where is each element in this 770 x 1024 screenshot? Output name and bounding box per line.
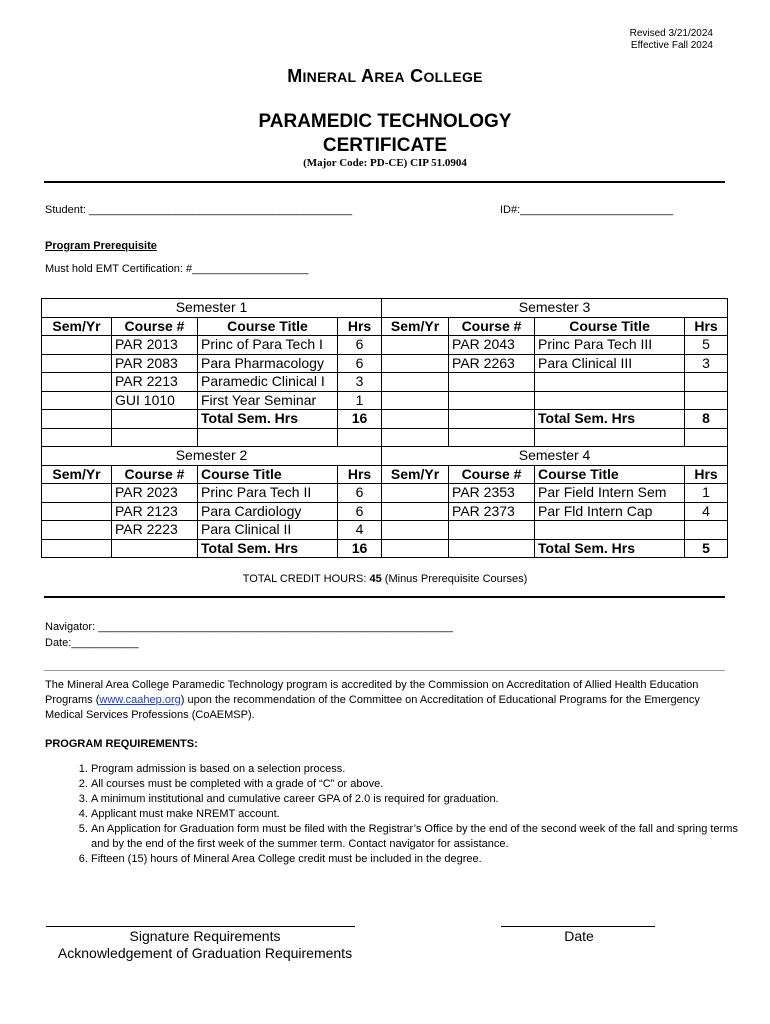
navigator-field[interactable]: Navigator: __________________________________________________________ xyxy=(45,621,454,633)
total-sem-hrs-label: Total Sem. Hrs xyxy=(535,539,685,558)
column-header-course: Course # xyxy=(112,465,198,484)
signature-labels xyxy=(40,928,370,962)
requirement-item: 6. Fifteen (15) hours of Mineral Area College credit must be included in the degree. xyxy=(91,852,753,867)
page-title xyxy=(0,110,770,158)
date-line[interactable] xyxy=(501,926,655,927)
course-title-cell: Para Pharmacology xyxy=(198,354,338,373)
empty-cell xyxy=(198,428,338,447)
course-number-cell xyxy=(449,391,535,410)
total-sem-hrs-label: Total Sem. Hrs xyxy=(198,410,338,429)
title-line-2: CERTIFICATE xyxy=(322,135,448,156)
total-sem-hrs-value: 16 xyxy=(338,410,382,429)
course-hours-cell xyxy=(685,373,728,392)
id-field[interactable]: ID#:_________________________ xyxy=(500,204,674,216)
course-hours-cell: 1 xyxy=(685,484,728,503)
course-hours-cell xyxy=(685,391,728,410)
course-hours-cell: 6 xyxy=(338,484,382,503)
semester-heading: Semester 1 xyxy=(42,299,382,318)
signature-line[interactable] xyxy=(46,926,355,927)
caahep-link[interactable]: www.caahep.org xyxy=(99,694,181,706)
course-title-cell: First Year Seminar xyxy=(198,391,338,410)
empty-cell xyxy=(42,428,112,447)
course-hours-cell: 6 xyxy=(338,354,382,373)
column-header-title: Course Title xyxy=(198,465,338,484)
header-divider xyxy=(44,181,725,183)
navigator-date-field[interactable]: Date:___________ xyxy=(45,637,139,649)
empty-cell xyxy=(449,428,535,447)
course-number-cell xyxy=(449,521,535,540)
course-hours-cell: 1 xyxy=(338,391,382,410)
semester-heading: Semester 2 xyxy=(42,447,382,466)
course-title-cell xyxy=(535,391,685,410)
column-header-semyr: Sem/Yr xyxy=(382,317,449,336)
semyr-cell xyxy=(382,373,449,392)
requirement-item: 3. A minimum institutional and cumulative career GPA of 2.0 is required for graduation. xyxy=(91,792,753,807)
column-header-semyr: Sem/Yr xyxy=(382,465,449,484)
course-number-cell: PAR 2223 xyxy=(112,521,198,540)
total-credit-note: (Minus Prerequisite Courses) xyxy=(384,573,528,585)
course-title-cell xyxy=(535,373,685,392)
semyr-cell xyxy=(42,502,112,521)
total-sem-hrs-value: 5 xyxy=(685,539,728,558)
total-sem-hrs-value: 16 xyxy=(338,539,382,558)
course-number-cell xyxy=(449,373,535,392)
course-hours-cell xyxy=(685,521,728,540)
accreditation-part-2: ) upon the recommendation of the Committee on Accreditation of Educational Programs for the Emergency Medical Services Professions (CoAEMSP). xyxy=(45,694,700,721)
total-sem-hrs-value: 8 xyxy=(685,410,728,429)
column-header-title: Course Title xyxy=(535,317,685,336)
semester-heading: Semester 3 xyxy=(382,299,728,318)
semyr-cell xyxy=(42,410,112,429)
course-number-cell: PAR 2013 xyxy=(112,336,198,355)
column-header-semyr: Sem/Yr xyxy=(42,465,112,484)
course-hours-cell: 3 xyxy=(685,354,728,373)
semester-heading: Semester 4 xyxy=(382,447,728,466)
major-code: (Major Code: PD-CE) CIP 51.0904 xyxy=(303,157,467,169)
column-header-semyr: Sem/Yr xyxy=(42,317,112,336)
empty-cell xyxy=(382,428,449,447)
requirement-item: 1. Program admission is based on a selection process. xyxy=(91,762,753,777)
semyr-cell xyxy=(382,484,449,503)
requirements-list xyxy=(55,762,753,867)
course-title-cell: Para Clinical II xyxy=(198,521,338,540)
navigator-block xyxy=(45,619,453,651)
semyr-cell xyxy=(42,391,112,410)
course-number-cell: PAR 2213 xyxy=(112,373,198,392)
empty-cell xyxy=(338,428,382,447)
column-header-course: Course # xyxy=(112,317,198,336)
accreditation-part-1: The Mineral Area College Paramedic Technology program is accredited by the Commission on Accreditation of Allied Health Education Programs ( xyxy=(45,679,699,706)
course-title-cell: Paramedic Clinical I xyxy=(198,373,338,392)
course-hours-cell: 6 xyxy=(338,502,382,521)
column-header-course: Course # xyxy=(449,465,535,484)
semyr-cell xyxy=(382,521,449,540)
requirement-item: 2. All courses must be completed with a grade of “C” or above. xyxy=(91,777,753,792)
date-label: Date xyxy=(564,928,594,944)
course-title-cell: Par Fld Intern Cap xyxy=(535,502,685,521)
course-hours-cell: 3 xyxy=(338,373,382,392)
column-header-hrs: Hrs xyxy=(338,465,382,484)
revised-date: Revised 3/21/2024 xyxy=(629,28,713,39)
empty-cell xyxy=(685,428,728,447)
course-number-cell: PAR 2043 xyxy=(449,336,535,355)
navigator-divider xyxy=(44,670,725,671)
course-schedule-table xyxy=(41,298,728,558)
totals-divider xyxy=(44,596,725,598)
course-hours-cell: 6 xyxy=(338,336,382,355)
semyr-cell xyxy=(42,373,112,392)
course-title-cell xyxy=(535,521,685,540)
total-credit-hours xyxy=(0,573,770,585)
course-hours-cell: 5 xyxy=(685,336,728,355)
course-number-cell: PAR 2083 xyxy=(112,354,198,373)
column-header-hrs: Hrs xyxy=(338,317,382,336)
course-number-cell: PAR 2123 xyxy=(112,502,198,521)
course-hours-cell: 4 xyxy=(338,521,382,540)
requirements-heading: PROGRAM REQUIREMENTS: xyxy=(45,738,198,750)
semyr-cell xyxy=(382,410,449,429)
college-name: MINERAL AREA COLLEGE xyxy=(287,66,483,86)
column-header-title: Course Title xyxy=(198,317,338,336)
course-number-cell xyxy=(449,539,535,558)
prerequisite-heading: Program Prerequisite xyxy=(45,240,157,252)
course-number-cell: PAR 2373 xyxy=(449,502,535,521)
total-sem-hrs-label: Total Sem. Hrs xyxy=(535,410,685,429)
column-header-hrs: Hrs xyxy=(685,465,728,484)
total-sem-hrs-label: Total Sem. Hrs xyxy=(198,539,338,558)
course-title-cell: Princ of Para Tech I xyxy=(198,336,338,355)
semyr-cell xyxy=(42,521,112,540)
empty-cell xyxy=(112,428,198,447)
semyr-cell xyxy=(382,336,449,355)
semyr-cell xyxy=(382,502,449,521)
requirement-item: 5. An Application for Graduation form must be filed with the Registrar’s Office by the end of the second week of the fall and spring terms and by the end of the first week of the summer term. Contact navigator for assistance. xyxy=(91,822,753,851)
semyr-cell xyxy=(42,484,112,503)
course-title-cell: Princ Para Tech III xyxy=(535,336,685,355)
revision-info xyxy=(630,28,713,52)
prerequisite-text[interactable]: Must hold EMT Certification: #___________________ xyxy=(45,263,309,275)
course-number-cell: PAR 2263 xyxy=(449,354,535,373)
column-header-course: Course # xyxy=(449,317,535,336)
effective-date: Effective Fall 2024 xyxy=(630,40,713,51)
semyr-cell xyxy=(382,539,449,558)
acknowledgement-label: Acknowledgement of Graduation Requirements xyxy=(57,945,353,961)
column-header-title: Course Title xyxy=(535,465,685,484)
column-header-hrs: Hrs xyxy=(685,317,728,336)
signature-label: Signature Requirements xyxy=(129,928,281,944)
semyr-cell xyxy=(382,391,449,410)
course-title-cell: Para Cardiology xyxy=(198,502,338,521)
course-title-cell: Par Field Intern Sem xyxy=(535,484,685,503)
course-number-cell xyxy=(449,410,535,429)
course-hours-cell: 4 xyxy=(685,502,728,521)
empty-cell xyxy=(535,428,685,447)
title-line-1: PARAMEDIC TECHNOLOGY xyxy=(258,111,512,132)
semyr-cell xyxy=(42,354,112,373)
course-number-cell xyxy=(112,410,198,429)
course-number-cell: PAR 2353 xyxy=(449,484,535,503)
course-title-cell: Princ Para Tech II xyxy=(198,484,338,503)
course-number-cell: GUI 1010 xyxy=(112,391,198,410)
total-credit-label: TOTAL CREDIT HOURS: xyxy=(242,573,367,585)
course-title-cell: Para Clinical III xyxy=(535,354,685,373)
course-number-cell: PAR 2023 xyxy=(112,484,198,503)
accreditation-text xyxy=(45,678,725,723)
semyr-cell xyxy=(42,539,112,558)
student-field[interactable]: Student: ___________________________________________ xyxy=(45,204,353,216)
semyr-cell xyxy=(382,354,449,373)
course-number-cell xyxy=(112,539,198,558)
requirement-item: 4. Applicant must make NREMT account. xyxy=(91,807,753,822)
semyr-cell xyxy=(42,336,112,355)
total-credit-value: 45 xyxy=(369,573,382,585)
